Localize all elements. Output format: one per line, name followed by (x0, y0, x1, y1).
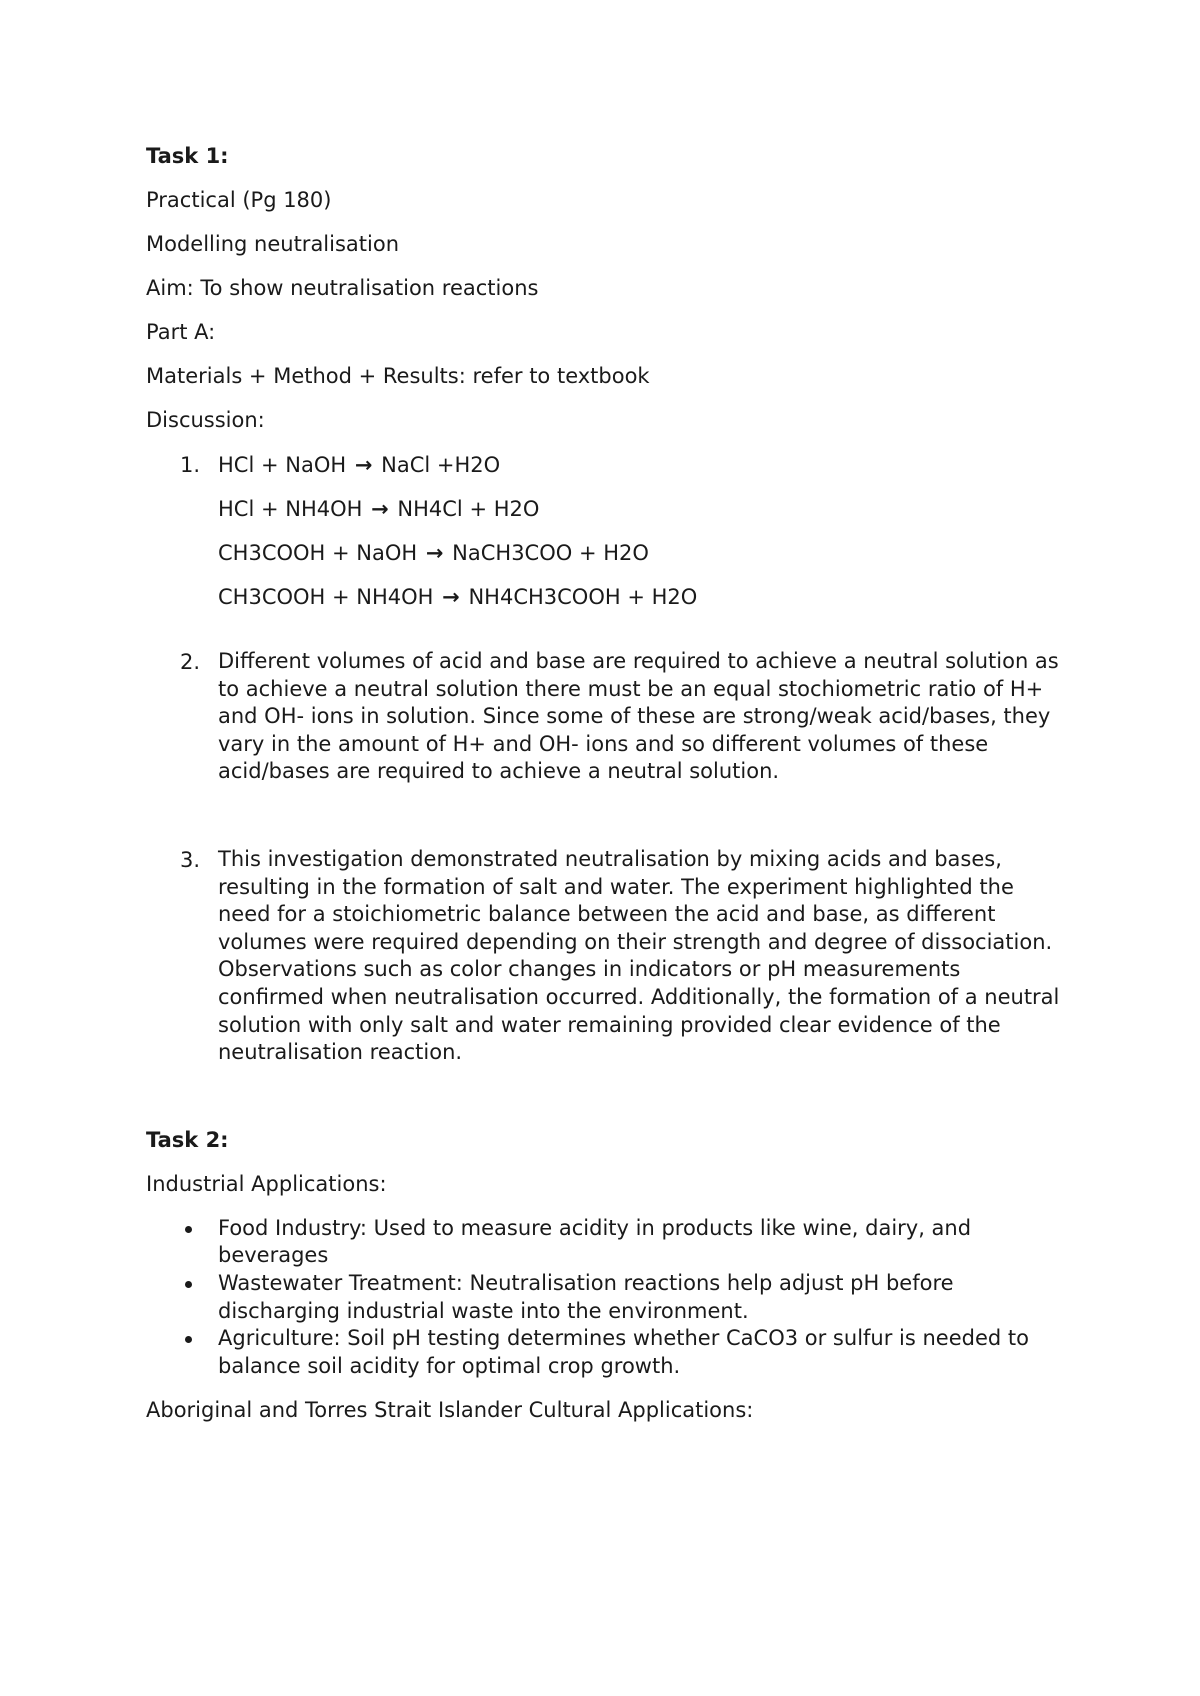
materials-text: Materials + Method + Results: refer to textbook (146, 364, 650, 388)
equation-line (218, 539, 1066, 567)
equation-line (218, 451, 1066, 479)
bullet-text: Wastewater Treatment: Neutralisation reactions help adjust pH before discharging industrial waste into the environment. (218, 1270, 954, 1323)
bullet-text: Food Industry: Used to measure acidity in products like wine, dairy, and beverages (218, 1215, 972, 1268)
discussion-answer-3: This investigation demonstrated neutralisation by mixing acids and bases, resulting in the formation of salt and water. The experiment highlighted the need for a stoichiometric balance between the acid and base, as different volumes were required depending on their strength and degree of dissociation. Observations such as color changes in indicators or pH measurements confirmed when neutralisation occurred. Additionally, the formation of a neutral solution with only salt and water remaining provided clear evidence of the neutralisation reaction. (218, 846, 1060, 1065)
equation-reactants: HCl + NH4OH (218, 497, 363, 521)
discussion-list (146, 451, 1066, 1067)
practical-title: Modelling neutralisation (146, 232, 400, 256)
item-marker: 3. (180, 847, 201, 872)
discussion-label: Discussion: (146, 408, 265, 432)
equation-products: NH4CH3COOH + H2O (468, 585, 698, 609)
list-item (146, 1215, 1066, 1270)
aim-text: Aim: To show neutralisation reactions (146, 276, 539, 300)
arrow-icon: → (442, 585, 460, 609)
industrial-applications-list (146, 1215, 1066, 1381)
arrow-icon: → (354, 453, 373, 477)
discussion-item-2 (146, 648, 1066, 786)
equation-reactants: CH3COOH + NH4OH (218, 585, 434, 609)
list-item (146, 1325, 1066, 1380)
equation-line (218, 583, 1066, 611)
arrow-icon: → (425, 541, 444, 565)
equation-products: NH4Cl + H2O (397, 497, 540, 521)
equation-reactants: CH3COOH + NaOH (218, 541, 418, 565)
item-marker: 1. (180, 453, 201, 477)
item-marker: 2. (180, 650, 201, 674)
equation-products: NaCH3COO + H2O (452, 541, 649, 565)
arrow-icon: → (371, 497, 389, 521)
discussion-answer-2: Different volumes of acid and base are required to achieve a neutral solution as to achieve a neutral solution there must be an equal stochiometric ratio of H+ and OH- ions in solution. Since some of these are strong/weak acid/bases, they vary in the amount of H+ and OH- ions and so different volumes of these acid/bases are required to achieve a neutral solution. (218, 649, 1059, 784)
equation-products: NaCl +H2O (381, 453, 501, 477)
document-page (146, 143, 1066, 1441)
equation-reactants: HCl + NaOH (218, 453, 347, 477)
list-item (146, 1270, 1066, 1325)
cultural-applications-heading: Aboriginal and Torres Strait Islander Cultural Applications: (146, 1398, 754, 1423)
discussion-item-3 (146, 846, 1066, 1067)
bullet-text: Agriculture: Soil pH testing determines whether CaCO3 or sulfur is needed to balance soil acidity for optimal crop growth. (218, 1326, 1029, 1378)
practical-reference: Practical (Pg 180) (146, 188, 332, 212)
industrial-applications-heading: Industrial Applications: (146, 1171, 387, 1196)
bullet-icon (185, 1336, 192, 1343)
discussion-item-1 (146, 451, 1066, 611)
task1-heading: Task 1: (146, 144, 229, 168)
equation-line (218, 495, 1066, 523)
bullet-icon (185, 1226, 192, 1233)
bullet-icon (185, 1281, 192, 1288)
part-a-label: Part A: (146, 320, 216, 344)
task2-heading: Task 2: (146, 1127, 229, 1152)
